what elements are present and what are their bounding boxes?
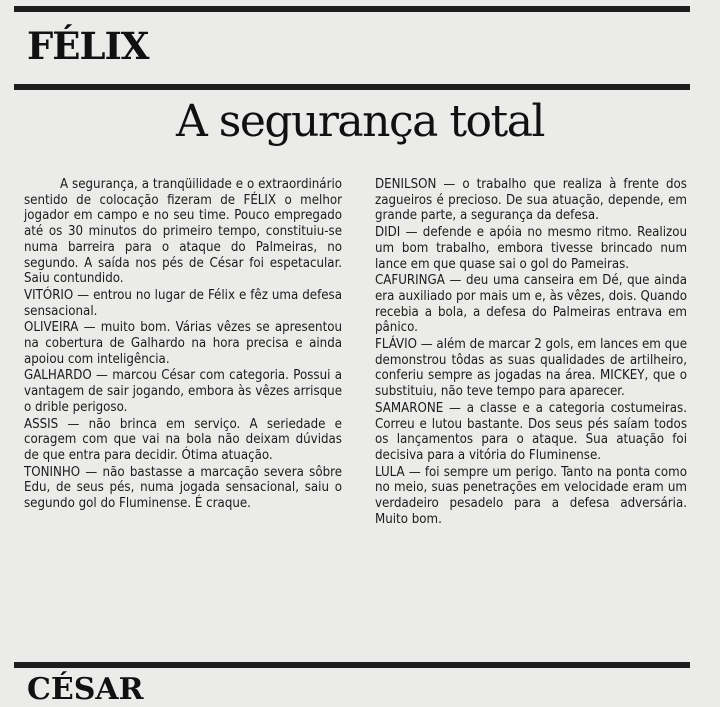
article-column-left — [24, 177, 342, 512]
player-paragraph-lula: LULA — foi sempre um perigo. Tanto na ponta como no meio, suas penetrações em velocidade eram um verdadeiro pesadelo para a defesa adversária. Muito bom. — [375, 464, 687, 527]
player-paragraph-vitorio: VITÓRIO — entrou no lugar de Félix e fêz uma defesa sensacional. — [24, 287, 342, 319]
article-column-right — [375, 177, 687, 527]
player-paragraph-denilson: DENILSON — o trabalho que realiza à frente dos zagueiros é precioso. De sua atuação, depende, em grande parte, a segurança da defesa. — [375, 177, 687, 224]
article-headline: A segurança total — [175, 96, 544, 147]
player-paragraph-oliveira: OLIVEIRA — muito bom. Várias vêzes se apresentou na cobertura de Galhardo na hora precisa e ainda apoiou com inteligência. — [24, 320, 342, 367]
section-label: FÉLIX — [27, 24, 149, 68]
next-section-label: CÉSAR — [27, 672, 144, 707]
top-rule — [14, 6, 690, 12]
player-paragraph-galhardo: GALHARDO — marcou César com categoria. Possui a vantagem de sair jogando, embora às vêzes arrisque o drible perigoso. — [24, 368, 342, 415]
player-paragraph-flavio: FLÁVIO — além de marcar 2 gols, em lances em que demonstrou tôdas as suas qualidades de artilheiro, conferiu sempre as jogadas na área. MICKEY, que o substituiu, não teve tempo para aparecer. — [375, 337, 687, 400]
player-paragraph-cafuringa: CAFURINGA — deu uma canseira em Dé, que ainda era auxiliado por mais um e, às vêzes, dois. Quando recebia a bola, a defesa do Palmeiras entrava em pânico. — [375, 273, 687, 336]
header-rule — [14, 84, 690, 90]
intro-paragraph: A segurança, a tranqüilidade e o extraordinário sentido de colocação fizeram de FÉLIX o melhor jogador em campo e no seu time. Pouco empregado até os 30 minutos do primeiro tempo, constituiu-se numa barreira para o ataque do Palmeiras, no segundo. A saída nos pés de César foi espetacular. Saiu contundido. — [24, 177, 342, 287]
player-paragraph-samarone: SAMARONE — a classe e a categoria costumeiras. Correu e lutou bastante. Dos seus pés saíam todos os lançamentos para o ataque. Sua atuação foi decisiva para a vitória do Fluminense. — [375, 400, 687, 463]
player-paragraph-assis: ASSIS — não brinca em serviço. A seriedade e coragem com que vai na bola não deixam dúvidas de que entra para decidir. Ótima atuação. — [24, 416, 342, 463]
player-paragraph-didi: DIDI — defende e apóia no mesmo ritmo. Realizou um bom trabalho, embora tivesse brincado num lance em que quase sai o gol do Pameiras. — [375, 225, 687, 272]
bottom-rule — [14, 662, 690, 668]
player-paragraph-toninho: TONINHO — não bastasse a marcação severa sôbre Edu, de seus pés, numa jogada sensacional, saiu o segundo gol do Fluminense. É craque. — [24, 464, 342, 512]
